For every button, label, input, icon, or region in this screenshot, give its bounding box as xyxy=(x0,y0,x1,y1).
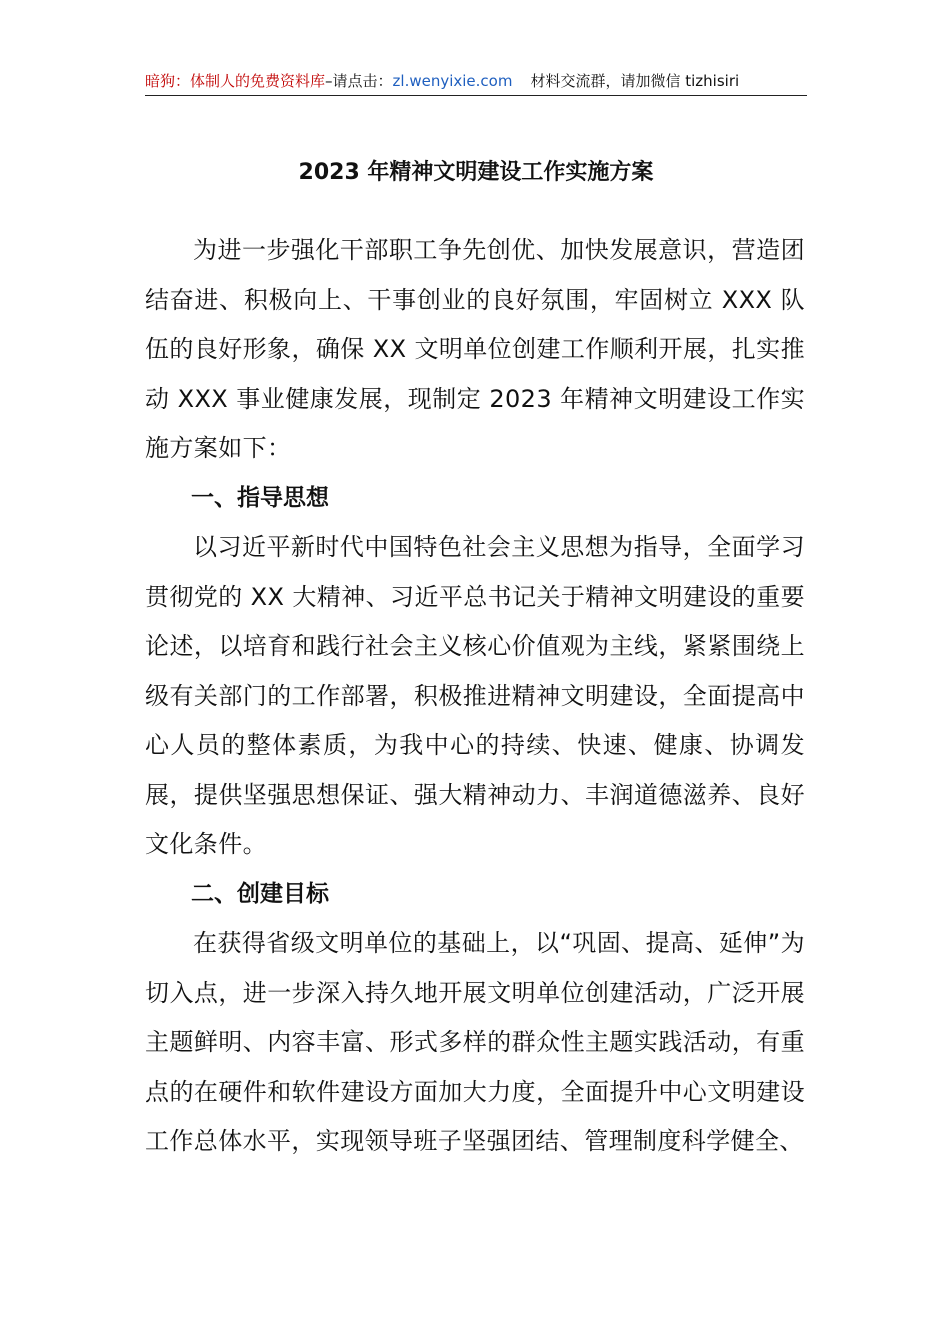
document-title: 2023 年精神文明建设工作实施方案 xyxy=(298,160,654,185)
document-body xyxy=(145,226,805,1167)
page-header xyxy=(145,68,807,94)
header-link-prefix: –请点击： xyxy=(325,72,393,90)
header-brand: 暗狗：体制人的免费资料库 xyxy=(145,72,326,90)
section-paragraph-guiding-ideology: 以习近平新时代中国特色社会主义思想为指导，全面学习贯彻党的 XX 大精神、习近平总书记关于精神文明建设的重要论述，以培育和践行社会主义核心价值观为主线，紧紧围绕上级有关部门的工作部署，积极推进精神文明建设，全面提高中心人员的整体素质，为我中心的持续、快速、健康、协调发展，提供坚强思想保证、强大精神动力、丰润道德滋养、良好文化条件。 xyxy=(145,533,805,858)
section-heading-goals: 二、创建目标 xyxy=(191,880,329,907)
section-paragraph-goals: 在获得省级文明单位的基础上，以“巩固、提高、延伸”为切入点，进一步深入持久地开展文明单位创建活动，广泛开展主题鲜明、内容丰富、形式多样的群众性主题实践活动，有重点的在硬件和软件建设方面加大力度，全面提升中心文明建设工作总体水平，实现领导班子坚强团结、管理制度科学健全、 xyxy=(145,929,805,1155)
intro-paragraph: 为进一步强化干部职工争先创优、加快发展意识，营造团结奋进、积极向上、干事创业的良好氛围，牢固树立 XXX 队伍的良好形象，确保 XX 文明单位创建工作顺利开展，扎实推动 XXX 事业健康发展，现制定 2023 年精神文明建设工作实施方案如下： xyxy=(145,236,805,462)
section-heading-guiding-ideology: 一、指导思想 xyxy=(191,484,329,511)
header-url-link[interactable]: zl.wenyixie.com xyxy=(392,72,513,90)
header-wechat-note: 材料交流群，请加微信 tizhisiri xyxy=(530,72,740,90)
header-divider xyxy=(145,95,807,96)
